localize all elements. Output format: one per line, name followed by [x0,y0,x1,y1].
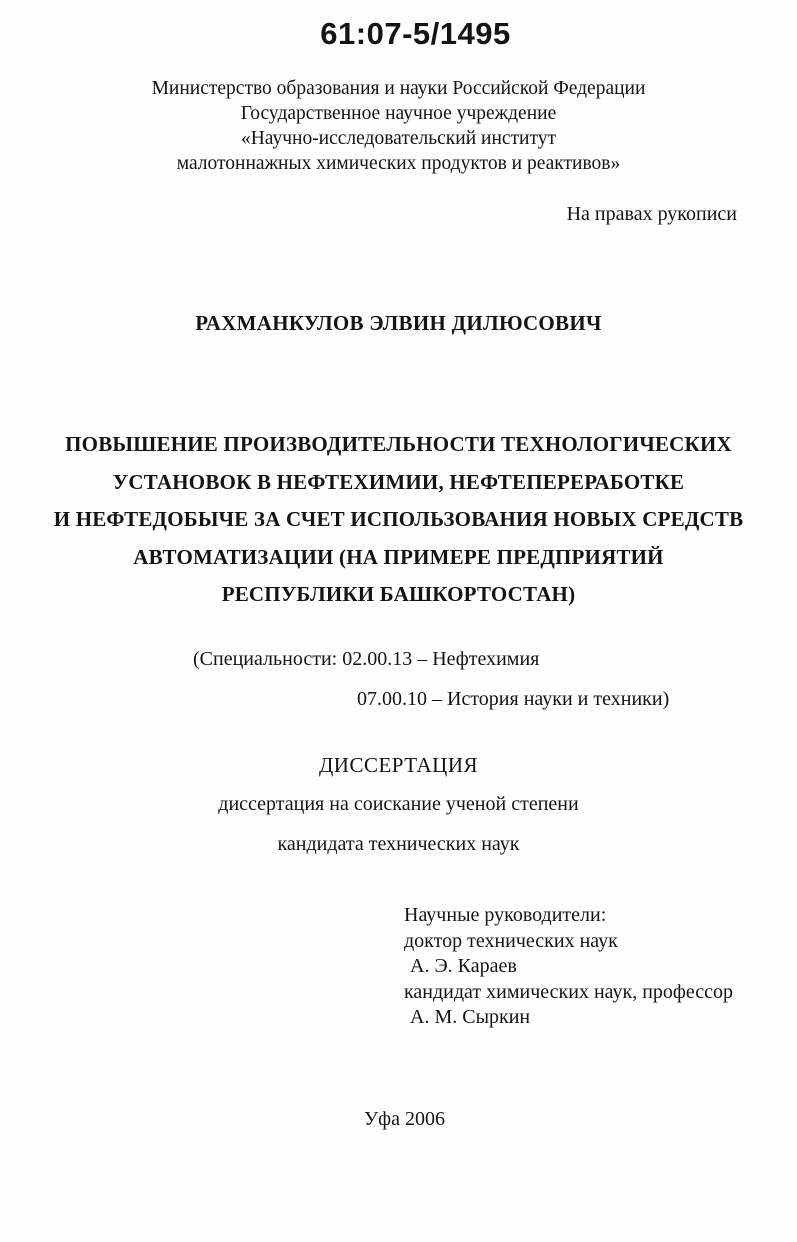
thesis-degree-line-2: кандидата технических наук [277,833,520,855]
title-line-3: И НЕФТЕДОБЫЧЕ ЗА СЧЕТ ИСПОЛЬЗОВАНИЯ НОВЫХ СРЕДСТВ [53,507,744,532]
institution-line-org-type: Государственное научное учреждение [240,103,557,124]
title-line-2: УСТАНОВОК В НЕФТЕХИМИИ, НЕФТЕПЕРЕРАБОТКЕ [112,469,685,494]
dissertation-title [40,426,757,614]
manuscript-rights-note: На правах рукописи [566,203,737,225]
supervisors-heading: Научные руководители: [404,904,607,926]
title-line-1: ПОВЫШЕНИЕ ПРОИЗВОДИТЕЛЬНОСТИ ТЕХНОЛОГИЧЕСКИХ [65,432,732,456]
specialty-line-2: 07.00.10 – История науки и техники) [357,688,670,710]
supervisor-1-name: А. Э. Караев [410,955,517,977]
institution-line-institute-2: малотоннажных химических продуктов и реактивов» [176,153,621,174]
specialties-block [193,648,669,711]
thesis-heading: ДИССЕРТАЦИЯ [318,753,479,777]
title-line-4: АВТОМАТИЗАЦИИ (НА ПРИМЕРЕ ПРЕДПРИЯТИЙ [133,544,664,569]
supervisors-block [404,903,733,1031]
institution-block [0,76,797,176]
title-line-5: РЕСПУБЛИКИ БАШКОРТОСТАН) [221,582,576,607]
specialty-line-1: (Специальности: 02.00.13 – Нефтехимия [193,648,540,670]
supervisor-1-degree: доктор технических наук [404,929,618,952]
city-year-imprint: Уфа 2006 [364,1108,445,1130]
archival-stamp-code: 61:07-5/1495 [320,16,511,51]
institution-line-ministry: Министерство образования и науки Российской Федерации [151,78,646,99]
author-name: РАХМАНКУЛОВ ЭЛВИН ДИЛЮСОВИЧ [195,311,602,335]
supervisor-2-name: А. М. Сыркин [410,1006,531,1028]
thesis-degree-line-1: диссертация на соискание ученой степени [218,793,579,815]
supervisor-2-degree: кандидат химических наук, профессор [404,980,734,1003]
institution-line-institute-1: «Научно-исследовательский институт [240,128,557,149]
